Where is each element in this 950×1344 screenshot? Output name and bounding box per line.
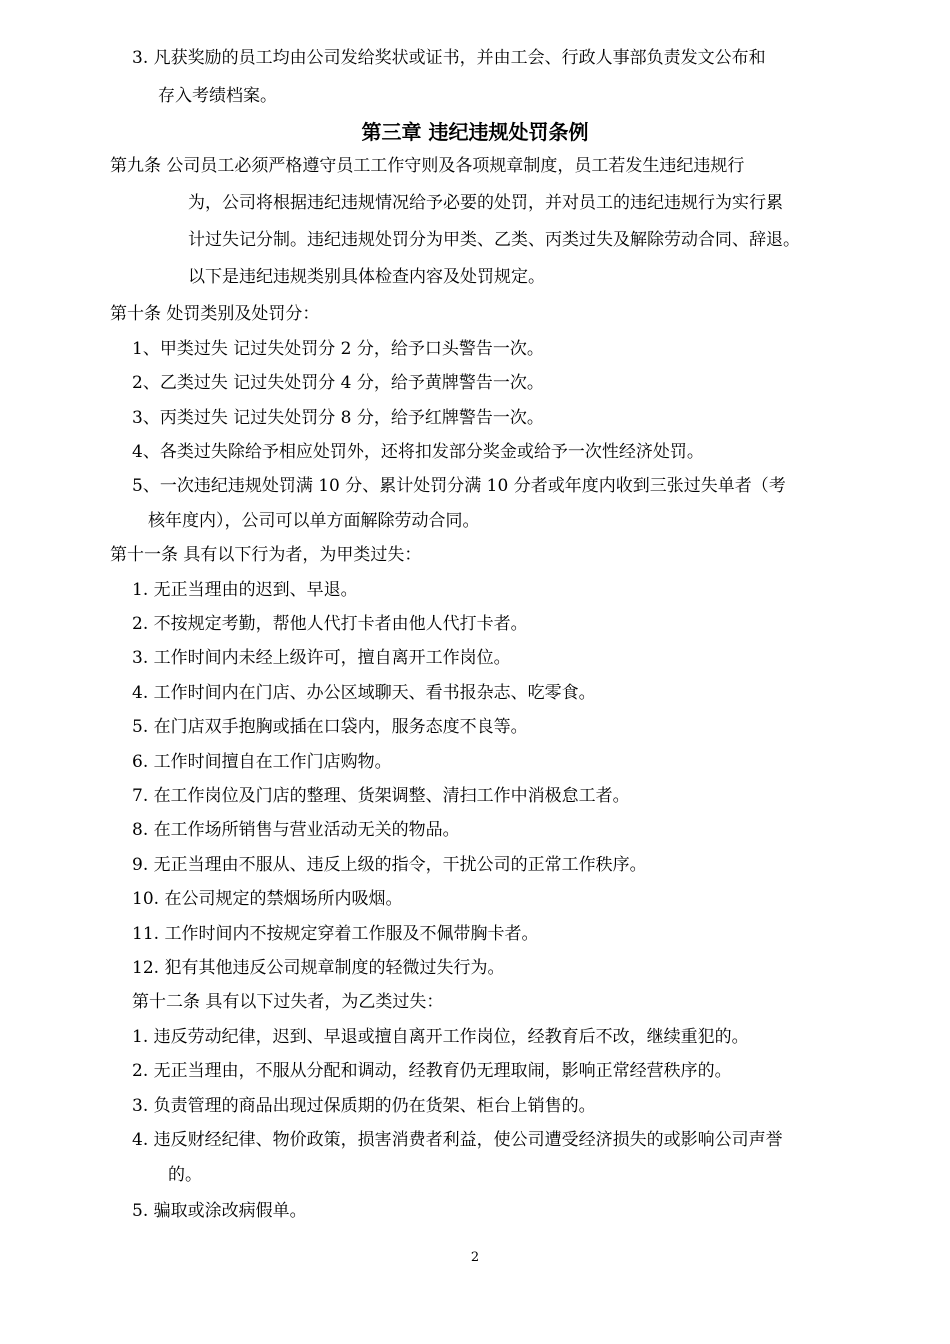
list-item: 2、乙类过失 记过失处罚分 4 分，给予黄牌警告一次。	[132, 373, 544, 393]
list-item: 4、各类过失除给予相应处罚外，还将扣发部分奖金或给予一次性经济处罚。	[132, 442, 704, 462]
list-item: 2. 不按规定考勤，帮他人代打卡者由他人代打卡者。	[132, 614, 528, 634]
article-line: 为，公司将根据违纪违规情况给予必要的处罚，并对员工的违纪违规行为实行累	[188, 193, 783, 213]
list-item: 11. 工作时间内不按规定穿着工作服及不佩带胸卡者。	[132, 924, 539, 944]
list-item: 3. 工作时间内未经上级许可，擅自离开工作岗位。	[132, 648, 511, 668]
list-item: 5. 在门店双手抱胸或插在口袋内，服务态度不良等。	[132, 717, 528, 737]
list-item: 3、丙类过失 记过失处罚分 8 分，给予红牌警告一次。	[132, 408, 544, 428]
article-heading: 第十条 处罚类别及处罚分：	[110, 304, 320, 324]
list-item: 9. 无正当理由不服从、违反上级的指令，干扰公司的正常工作秩序。	[132, 855, 647, 875]
chapter-title: 第三章 违纪违规处罚条例	[361, 120, 589, 144]
list-item: 6. 工作时间擅自在工作门店购物。	[132, 752, 392, 772]
page-number: 2	[470, 1250, 480, 1265]
article-line: 第九条 公司员工必须严格遵守员工工作守则及各项规章制度，员工若发生违纪违规行	[110, 156, 745, 176]
paragraph-line: 3. 凡获奖励的员工均由公司发给奖状或证书，并由工会、行政人事部负责发文公布和	[132, 48, 766, 68]
list-item: 4. 工作时间内在门店、办公区域聊天、看书报杂志、吃零食。	[132, 683, 596, 703]
list-item: 5、一次违纪违规处罚满 10 分、累计处罚分满 10 分者或年度内收到三张过失单者（考	[132, 476, 786, 496]
list-item: 8. 在工作场所销售与营业活动无关的物品。	[132, 820, 460, 840]
list-item-continuation: 核年度内），公司可以单方面解除劳动合同。	[148, 511, 480, 531]
list-item: 1、甲类过失 记过失处罚分 2 分，给予口头警告一次。	[132, 339, 544, 359]
list-item: 3. 负责管理的商品出现过保质期的仍在货架、柜台上销售的。	[132, 1096, 596, 1116]
list-item: 4. 违反财经纪律、物价政策，损害消费者利益，使公司遭受经济损失的或影响公司声誉	[132, 1130, 783, 1150]
article-heading: 第十一条 具有以下行为者，为甲类过失：	[110, 545, 422, 565]
paragraph-line: 存入考绩档案。	[158, 86, 277, 106]
list-item: 12. 犯有其他违反公司规章制度的轻微过失行为。	[132, 958, 505, 978]
list-item: 2. 无正当理由，不服从分配和调动，经教育仍无理取闹，影响正常经营秩序的。	[132, 1061, 732, 1081]
article-line: 计过失记分制。违纪违规处罚分为甲类、乙类、丙类过失及解除劳动合同、辞退。	[188, 230, 800, 250]
list-item: 1. 违反劳动纪律，迟到、早退或擅自离开工作岗位，经教育后不改，继续重犯的。	[132, 1027, 749, 1047]
list-item: 5. 骗取或涂改病假单。	[132, 1201, 307, 1221]
list-item: 1. 无正当理由的迟到、早退。	[132, 580, 358, 600]
list-item-continuation: 的。	[168, 1165, 202, 1185]
list-item: 10. 在公司规定的禁烟场所内吸烟。	[132, 889, 403, 909]
article-heading: 第十二条 具有以下过失者，为乙类过失：	[132, 992, 444, 1012]
list-item: 7. 在工作岗位及门店的整理、货架调整、清扫工作中消极怠工者。	[132, 786, 630, 806]
article-line: 以下是违纪违规类别具体检查内容及处罚规定。	[188, 267, 545, 287]
